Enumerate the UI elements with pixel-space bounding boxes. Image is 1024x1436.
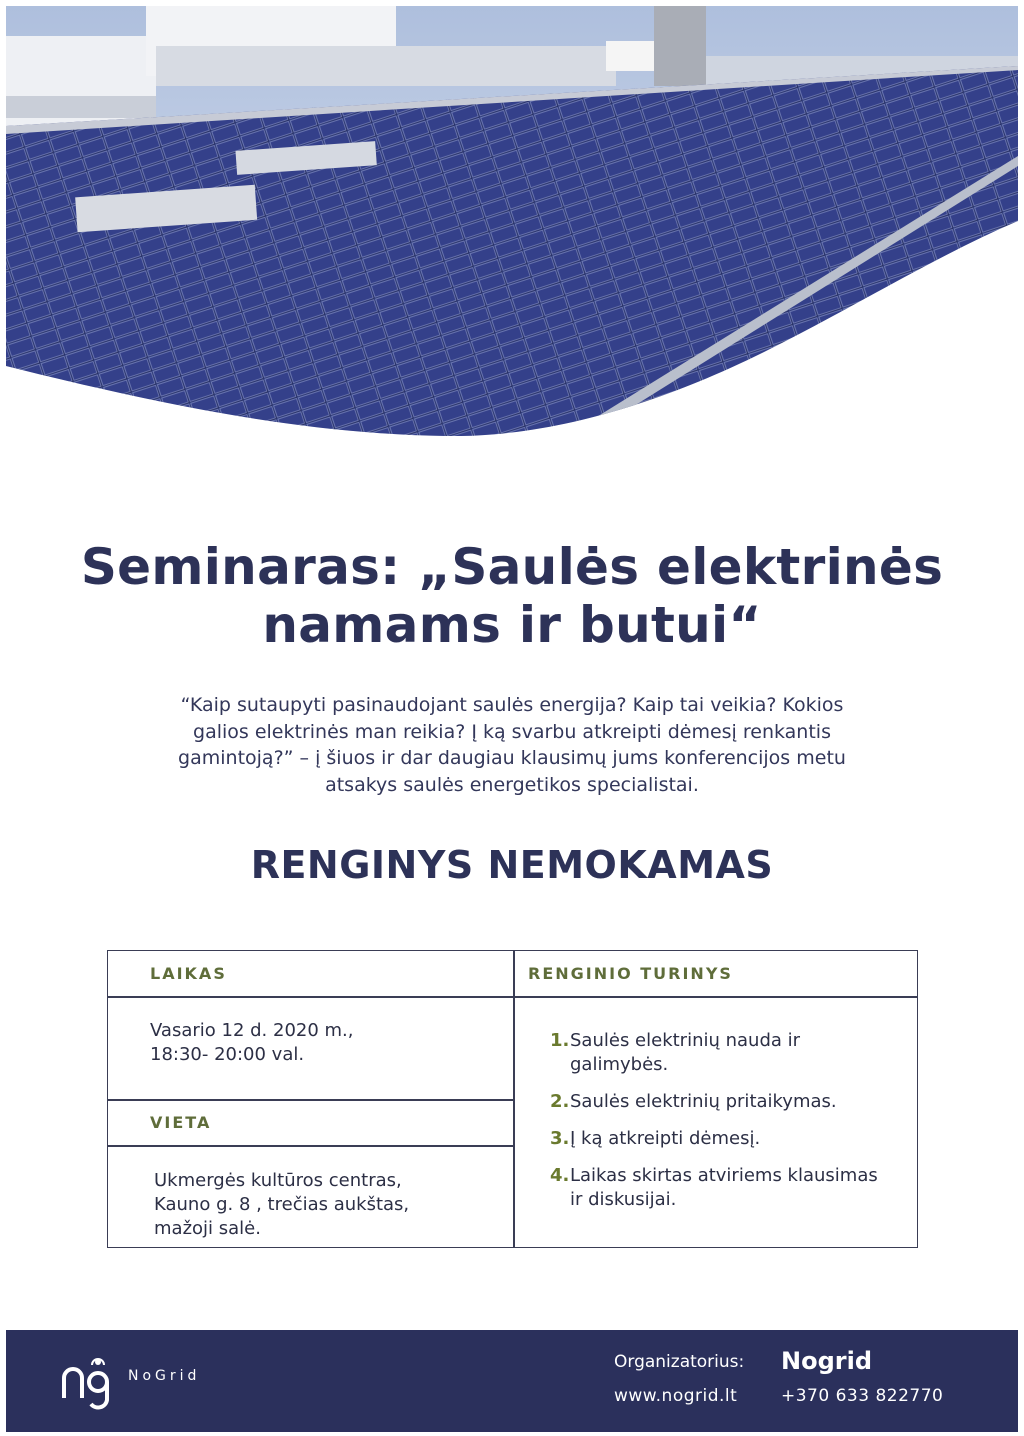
table-divider-place — [108, 1145, 513, 1147]
list-item-text: Laikas skirtas atviriems klausimas ir diskusijai. — [570, 1165, 878, 1210]
list-item-text: Saulės elektrinių pritaikymas. — [570, 1091, 837, 1112]
list-item-text: Į ką atkreipti dėmesį. — [570, 1128, 761, 1149]
place-address: Kauno g. 8 , trečias aukštas, — [154, 1194, 410, 1215]
list-item — [550, 1127, 880, 1151]
place-value — [154, 1169, 409, 1241]
time-hours: 18:30- 20:00 val. — [150, 1044, 305, 1065]
organizer-label: Organizatorius: — [614, 1352, 745, 1372]
list-item-number: 1. — [550, 1030, 570, 1051]
phone-number[interactable]: +370 633 822770 — [781, 1386, 944, 1406]
footer-bar — [6, 1330, 1018, 1432]
time-date: Vasario 12 d. 2020 m., — [150, 1020, 354, 1041]
list-item — [550, 1029, 880, 1077]
event-title-line1: Seminaras: „Saulės elektrinės — [80, 538, 944, 596]
hero-image-solar-roof — [6, 6, 1018, 436]
event-title-line2: namams ir butui“ — [262, 596, 762, 654]
intro-paragraph: “Kaip sutaupyti pasinaudojant saulės energija? Kaip tai veikia? Kokios galios elektrinės man reikia? Į ką svarbu atkreipti dėmesį renkantis gamintoją?” – į šiuos ir dar daugiau klausimų jums konferencijos metu atsakys saulės energetikos specialistai. — [178, 694, 846, 796]
content-list — [550, 1029, 880, 1225]
organizer-name: Nogrid — [781, 1347, 872, 1375]
brand-name: NoGrid — [128, 1368, 201, 1384]
list-item-text: Saulės elektrinių nauda ir galimybės. — [570, 1030, 801, 1075]
place-room: mažoji salė. — [154, 1218, 261, 1239]
list-item-number: 2. — [550, 1091, 570, 1112]
list-item-number: 3. — [550, 1128, 570, 1149]
place-label: VIETA — [150, 1113, 212, 1132]
event-details-table — [107, 950, 918, 1248]
list-item-number: 4. — [550, 1165, 570, 1186]
table-divider-time — [108, 1099, 513, 1101]
content-label: RENGINIO TURINYS — [528, 964, 733, 983]
list-item — [550, 1090, 880, 1114]
time-value — [150, 1019, 354, 1067]
table-divider-header — [108, 996, 917, 998]
website-link[interactable]: www.nogrid.lt — [614, 1386, 738, 1406]
nogrid-logo-icon — [58, 1352, 118, 1412]
time-label: LAIKAS — [150, 964, 227, 983]
list-item — [550, 1164, 880, 1212]
event-title — [0, 538, 1024, 654]
free-event-heading: RENGINYS NEMOKAMAS — [250, 843, 774, 887]
place-venue: Ukmergės kultūros centras, — [154, 1170, 402, 1191]
